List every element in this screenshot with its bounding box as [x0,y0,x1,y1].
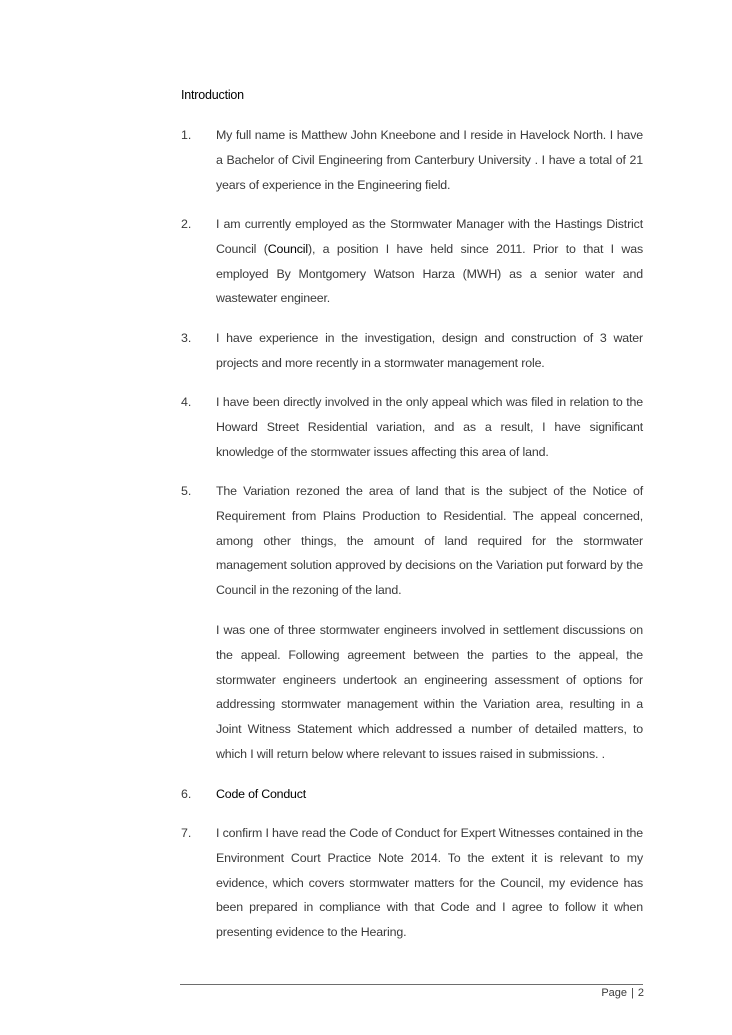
paragraph-text: I have been directly involved in the only appeal which was filed in relation to the Howard Street Residential variation, and as a result, I have significant knowledge of the stormwater issues affecting this area of land. [216,395,643,459]
paragraph-number: 1. [181,128,192,142]
paragraph-text-start: I am currently employed as the Stormwater Manager with the Hastings District Council ( [216,217,643,256]
page-separator: | [631,987,634,999]
paragraph-text: My full name is Matthew John Kneebone and I reside in Havelock North. I have a Bachelor of Civil Engineering from Canterbury University . I have a total of 21 years of experience in the Engineering field. [216,128,643,192]
page-label: Page [601,987,628,999]
page-number: 2 [637,987,644,999]
paragraph-number: 7. [181,826,192,840]
section-heading-code-of-conduct: Code of Conduct [216,787,306,801]
paragraph-7 [181,821,643,945]
paragraph-text: I confirm I have read the Code of Conduct for Expert Witnesses contained in the Environment Court Practice Note 2014. To the extent it is relevant to my evidence, which covers stormwater matters for the Council, my evidence has been prepared in compliance with that Code and I agree to follow it when presenting evidence to the Hearing. [216,826,643,940]
paragraph-number: 5. [181,484,192,498]
paragraph-text [216,212,643,311]
page-footer [601,987,644,999]
paragraph-5-continued [181,618,643,767]
paragraph-number: 3. [181,331,192,345]
paragraph-text: I was one of three stormwater engineers involved in settlement discussions on the appeal. Following agreement between the parties to the appeal, the stormwater engineers undertook an engineering assessment of options for addressing stormwater management within the Variation area, resulting in a Joint Witness Statement which addressed a number of detailed matters, to which I will return below where relevant to issues raised in submissions. . [216,623,643,761]
paragraph-6 [181,782,643,807]
footer-divider [180,984,643,985]
paragraph-3 [181,326,643,376]
paragraph-number: 6. [181,787,192,801]
paragraph-text: The Variation rezoned the area of land that is the subject of the Notice of Requirement from Plains Production to Residential. The appeal concerned, among other things, the amount of land required for the stormwater management solution approved by decisions on the Variation put forward by the Council in the rezoning of the land. [216,484,643,598]
paragraph-text: I have experience in the investigation, design and construction of 3 water projects and more recently in a stormwater management role. [216,331,643,370]
paragraph-number: 4. [181,395,192,409]
paragraph-number: 2. [181,217,192,231]
paragraph-1 [181,123,643,197]
section-heading-introduction: Introduction [181,88,244,102]
paragraph-4 [181,390,643,464]
defined-term-council: Council [267,241,308,256]
paragraph-2 [181,212,643,311]
paragraph-text-end: ), a position I have held since 2011. Prior to that I was employed By Montgomery Watson Harza (MWH) as a senior water and wastewater engineer. [216,241,643,306]
paragraph-5 [181,479,643,603]
